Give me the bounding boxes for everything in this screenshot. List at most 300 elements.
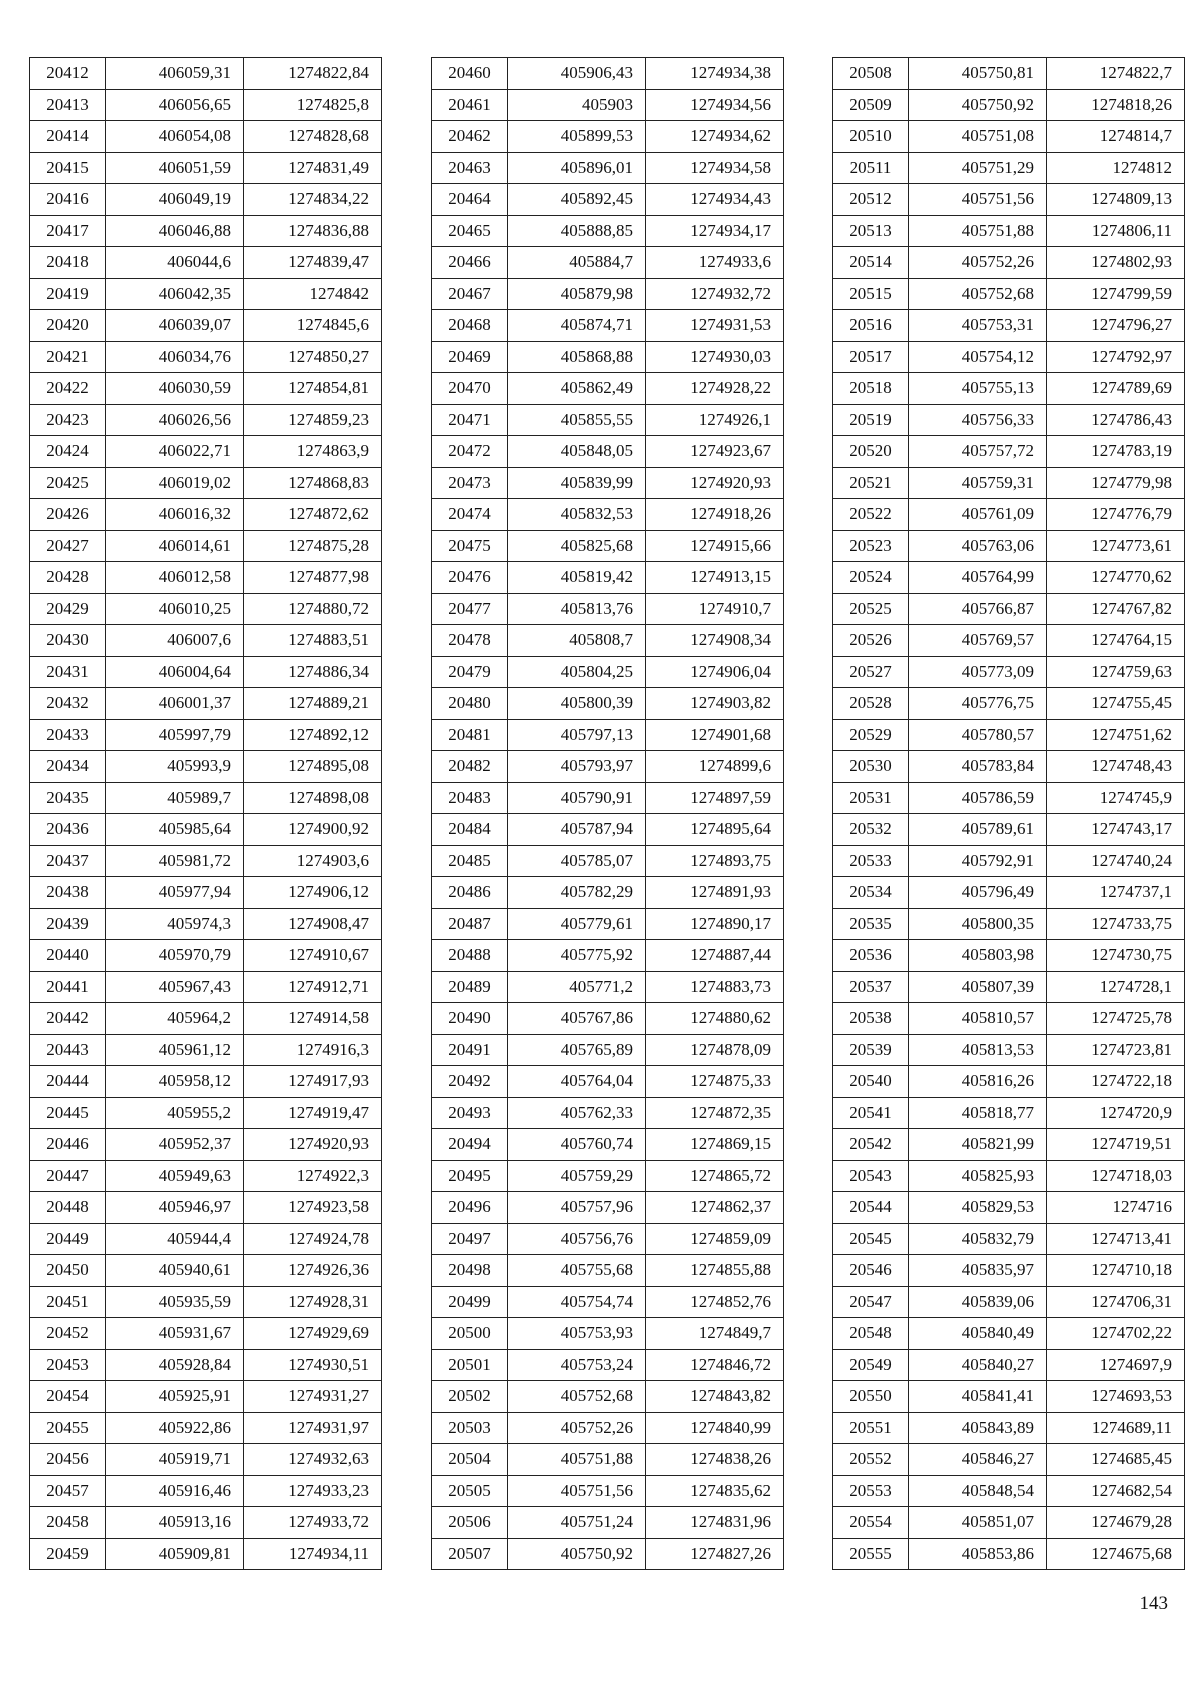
y-coordinate-cell: 1274923,58 [244,1192,382,1224]
point-id-cell: 20555 [833,1538,909,1570]
y-coordinate-cell: 1274814,7 [1047,121,1185,153]
table-row [833,562,1185,594]
x-coordinate-cell: 405813,53 [909,1034,1047,1066]
y-coordinate-cell: 1274886,34 [244,656,382,688]
y-coordinate-cell: 1274689,11 [1047,1412,1185,1444]
table-row [833,341,1185,373]
y-coordinate-cell: 1274806,11 [1047,215,1185,247]
x-coordinate-cell: 405779,61 [508,908,646,940]
x-coordinate-cell: 405868,88 [508,341,646,373]
x-coordinate-cell: 406012,58 [106,562,244,594]
table-row [30,1349,382,1381]
y-coordinate-cell: 1274755,45 [1047,688,1185,720]
y-coordinate-cell: 1274922,3 [244,1160,382,1192]
y-coordinate-cell: 1274895,08 [244,751,382,783]
y-coordinate-cell: 1274759,63 [1047,656,1185,688]
table-row [833,152,1185,184]
x-coordinate-cell: 405790,91 [508,782,646,814]
point-id-cell: 20543 [833,1160,909,1192]
table-row [833,1349,1185,1381]
point-id-cell: 20554 [833,1507,909,1539]
table-row [833,1097,1185,1129]
point-id-cell: 20427 [30,530,106,562]
y-coordinate-cell: 1274779,98 [1047,467,1185,499]
point-id-cell: 20479 [432,656,508,688]
point-id-cell: 20536 [833,940,909,972]
table-row [432,121,784,153]
point-id-cell: 20456 [30,1444,106,1476]
y-coordinate-cell: 1274934,62 [646,121,784,153]
x-coordinate-cell: 405892,45 [508,184,646,216]
point-id-cell: 20549 [833,1349,909,1381]
x-coordinate-cell: 405752,26 [909,247,1047,279]
x-coordinate-cell: 405754,12 [909,341,1047,373]
table-row [432,719,784,751]
point-id-cell: 20528 [833,688,909,720]
y-coordinate-cell: 1274924,78 [244,1223,382,1255]
y-coordinate-cell: 1274883,51 [244,625,382,657]
y-coordinate-cell: 1274751,62 [1047,719,1185,751]
table-row [30,1444,382,1476]
point-id-cell: 20538 [833,1003,909,1035]
table-row [30,184,382,216]
point-id-cell: 20510 [833,121,909,153]
y-coordinate-cell: 1274934,43 [646,184,784,216]
y-coordinate-cell: 1274786,43 [1047,404,1185,436]
point-id-cell: 20502 [432,1381,508,1413]
y-coordinate-cell: 1274855,88 [646,1255,784,1287]
y-coordinate-cell: 1274908,34 [646,625,784,657]
y-coordinate-cell: 1274916,3 [244,1034,382,1066]
point-id-cell: 20485 [432,845,508,877]
x-coordinate-cell: 406014,61 [106,530,244,562]
x-coordinate-cell: 405916,46 [106,1475,244,1507]
y-coordinate-cell: 1274869,15 [646,1129,784,1161]
point-id-cell: 20421 [30,341,106,373]
y-coordinate-cell: 1274710,18 [1047,1255,1185,1287]
x-coordinate-cell: 405752,68 [909,278,1047,310]
table-row [833,719,1185,751]
y-coordinate-cell: 1274877,98 [244,562,382,594]
table-row [30,467,382,499]
table-row [432,1507,784,1539]
x-coordinate-cell: 405753,31 [909,310,1047,342]
point-id-cell: 20443 [30,1034,106,1066]
y-coordinate-cell: 1274932,63 [244,1444,382,1476]
point-id-cell: 20423 [30,404,106,436]
x-coordinate-cell: 405762,33 [508,1097,646,1129]
point-id-cell: 20535 [833,908,909,940]
x-coordinate-cell: 405989,7 [106,782,244,814]
table-row [432,940,784,972]
y-coordinate-cell: 1274903,6 [244,845,382,877]
table-row [30,530,382,562]
x-coordinate-cell: 405848,05 [508,436,646,468]
point-id-cell: 20468 [432,310,508,342]
table-row [30,1129,382,1161]
y-coordinate-cell: 1274897,59 [646,782,784,814]
point-id-cell: 20542 [833,1129,909,1161]
x-coordinate-cell: 405961,12 [106,1034,244,1066]
y-coordinate-cell: 1274728,1 [1047,971,1185,1003]
x-coordinate-cell: 405764,04 [508,1066,646,1098]
table-row [432,215,784,247]
point-id-cell: 20461 [432,89,508,121]
table-row [432,1129,784,1161]
point-id-cell: 20413 [30,89,106,121]
y-coordinate-cell: 1274675,68 [1047,1538,1185,1570]
table-row [432,751,784,783]
table-row [432,1475,784,1507]
table-row [30,845,382,877]
point-id-cell: 20426 [30,499,106,531]
x-coordinate-cell: 405818,77 [909,1097,1047,1129]
x-coordinate-cell: 405800,39 [508,688,646,720]
table-row [833,625,1185,657]
x-coordinate-cell: 405783,84 [909,751,1047,783]
table-row [30,1192,382,1224]
table-row [30,499,382,531]
point-id-cell: 20481 [432,719,508,751]
point-id-cell: 20489 [432,971,508,1003]
table-row [833,1066,1185,1098]
point-id-cell: 20476 [432,562,508,594]
x-coordinate-cell: 405751,08 [909,121,1047,153]
y-coordinate-cell: 1274828,68 [244,121,382,153]
table-row [30,1475,382,1507]
table-row [432,184,784,216]
table-row [432,58,784,90]
x-coordinate-cell: 405843,89 [909,1412,1047,1444]
point-id-cell: 20517 [833,341,909,373]
point-id-cell: 20439 [30,908,106,940]
x-coordinate-cell: 405810,57 [909,1003,1047,1035]
table-row [432,1066,784,1098]
point-id-cell: 20492 [432,1066,508,1098]
y-coordinate-cell: 1274713,41 [1047,1223,1185,1255]
point-id-cell: 20455 [30,1412,106,1444]
table-row [432,467,784,499]
table-row [432,782,784,814]
y-coordinate-cell: 1274893,75 [646,845,784,877]
x-coordinate-cell: 405750,81 [909,58,1047,90]
y-coordinate-cell: 1274783,19 [1047,436,1185,468]
y-coordinate-cell: 1274693,53 [1047,1381,1185,1413]
y-coordinate-cell: 1274890,17 [646,908,784,940]
point-id-cell: 20438 [30,877,106,909]
x-coordinate-cell: 405761,09 [909,499,1047,531]
table-row [432,152,784,184]
table-row [30,215,382,247]
point-id-cell: 20545 [833,1223,909,1255]
point-id-cell: 20429 [30,593,106,625]
table-row [30,562,382,594]
y-coordinate-cell: 1274875,28 [244,530,382,562]
x-coordinate-cell: 405759,31 [909,467,1047,499]
point-id-cell: 20469 [432,341,508,373]
y-coordinate-cell: 1274818,26 [1047,89,1185,121]
point-id-cell: 20453 [30,1349,106,1381]
x-coordinate-cell: 405751,56 [508,1475,646,1507]
point-id-cell: 20494 [432,1129,508,1161]
table-row [30,1538,382,1570]
table-row [30,341,382,373]
y-coordinate-cell: 1274910,7 [646,593,784,625]
y-coordinate-cell: 1274933,6 [646,247,784,279]
x-coordinate-cell: 405919,71 [106,1444,244,1476]
x-coordinate-cell: 406054,08 [106,121,244,153]
table-row [432,1538,784,1570]
point-id-cell: 20546 [833,1255,909,1287]
x-coordinate-cell: 406010,25 [106,593,244,625]
x-coordinate-cell: 405981,72 [106,845,244,877]
y-coordinate-cell: 1274743,17 [1047,814,1185,846]
point-id-cell: 20553 [833,1475,909,1507]
point-id-cell: 20484 [432,814,508,846]
y-coordinate-cell: 1274846,72 [646,1349,784,1381]
x-coordinate-cell: 405970,79 [106,940,244,972]
y-coordinate-cell: 1274838,26 [646,1444,784,1476]
table-row [30,121,382,153]
point-id-cell: 20457 [30,1475,106,1507]
point-id-cell: 20448 [30,1192,106,1224]
x-coordinate-cell: 405759,29 [508,1160,646,1192]
x-coordinate-cell: 405816,26 [909,1066,1047,1098]
x-coordinate-cell: 405851,07 [909,1507,1047,1539]
x-coordinate-cell: 405752,26 [508,1412,646,1444]
point-id-cell: 20478 [432,625,508,657]
point-id-cell: 20460 [432,58,508,90]
x-coordinate-cell: 405884,7 [508,247,646,279]
x-coordinate-cell: 406044,6 [106,247,244,279]
table-row [833,1381,1185,1413]
table-row [432,877,784,909]
point-id-cell: 20550 [833,1381,909,1413]
x-coordinate-cell: 406016,32 [106,499,244,531]
y-coordinate-cell: 1274910,67 [244,940,382,972]
x-coordinate-cell: 405913,16 [106,1507,244,1539]
y-coordinate-cell: 1274792,97 [1047,341,1185,373]
y-coordinate-cell: 1274906,12 [244,877,382,909]
table-row [30,436,382,468]
x-coordinate-cell: 405821,99 [909,1129,1047,1161]
x-coordinate-cell: 405808,7 [508,625,646,657]
table-row [30,656,382,688]
point-id-cell: 20431 [30,656,106,688]
point-id-cell: 20428 [30,562,106,594]
table-row [30,310,382,342]
table-row [833,1318,1185,1350]
table-row [30,1097,382,1129]
y-coordinate-cell: 1274900,92 [244,814,382,846]
x-coordinate-cell: 405952,37 [106,1129,244,1161]
x-coordinate-cell: 405829,53 [909,1192,1047,1224]
y-coordinate-cell: 1274923,67 [646,436,784,468]
x-coordinate-cell: 406022,71 [106,436,244,468]
point-id-cell: 20531 [833,782,909,814]
y-coordinate-cell: 1274836,88 [244,215,382,247]
y-coordinate-cell: 1274697,9 [1047,1349,1185,1381]
table-row [30,814,382,846]
x-coordinate-cell: 405793,97 [508,751,646,783]
point-id-cell: 20480 [432,688,508,720]
point-id-cell: 20471 [432,404,508,436]
table-row [833,751,1185,783]
point-id-cell: 20521 [833,467,909,499]
x-coordinate-cell: 406056,65 [106,89,244,121]
y-coordinate-cell: 1274835,62 [646,1475,784,1507]
x-coordinate-cell: 405974,3 [106,908,244,940]
y-coordinate-cell: 1274933,23 [244,1475,382,1507]
table-row [30,278,382,310]
coordinate-table-3 [832,57,1185,1570]
table-row [432,593,784,625]
point-id-cell: 20467 [432,278,508,310]
x-coordinate-cell: 406004,64 [106,656,244,688]
table-row [30,152,382,184]
point-id-cell: 20445 [30,1097,106,1129]
table-row [30,58,382,90]
table-row [833,1475,1185,1507]
y-coordinate-cell: 1274776,79 [1047,499,1185,531]
table-row [833,1412,1185,1444]
table-row [833,1160,1185,1192]
x-coordinate-cell: 405879,98 [508,278,646,310]
point-id-cell: 20530 [833,751,909,783]
y-coordinate-cell: 1274903,82 [646,688,784,720]
table-row [833,877,1185,909]
table-row [30,751,382,783]
point-id-cell: 20475 [432,530,508,562]
point-id-cell: 20470 [432,373,508,405]
table-row [833,593,1185,625]
table-row [833,908,1185,940]
table-row [833,814,1185,846]
table-row [833,1129,1185,1161]
x-coordinate-cell: 405928,84 [106,1349,244,1381]
x-coordinate-cell: 405993,9 [106,751,244,783]
point-id-cell: 20444 [30,1066,106,1098]
point-id-cell: 20474 [432,499,508,531]
table-row [432,373,784,405]
table-row [833,184,1185,216]
point-id-cell: 20493 [432,1097,508,1129]
table-row [30,971,382,1003]
table-row [833,782,1185,814]
x-coordinate-cell: 405832,53 [508,499,646,531]
y-coordinate-cell: 1274845,6 [244,310,382,342]
x-coordinate-cell: 405807,39 [909,971,1047,1003]
x-coordinate-cell: 405848,54 [909,1475,1047,1507]
x-coordinate-cell: 405922,86 [106,1412,244,1444]
point-id-cell: 20459 [30,1538,106,1570]
x-coordinate-cell: 405760,74 [508,1129,646,1161]
point-id-cell: 20522 [833,499,909,531]
y-coordinate-cell: 1274891,93 [646,877,784,909]
y-coordinate-cell: 1274895,64 [646,814,784,846]
y-coordinate-cell: 1274919,47 [244,1097,382,1129]
point-id-cell: 20551 [833,1412,909,1444]
table-row [833,1507,1185,1539]
point-id-cell: 20513 [833,215,909,247]
x-coordinate-cell: 405750,92 [909,89,1047,121]
table-row [432,89,784,121]
point-id-cell: 20548 [833,1318,909,1350]
x-coordinate-cell: 405800,35 [909,908,1047,940]
y-coordinate-cell: 1274718,03 [1047,1160,1185,1192]
x-coordinate-cell: 405765,89 [508,1034,646,1066]
y-coordinate-cell: 1274834,22 [244,184,382,216]
x-coordinate-cell: 405874,71 [508,310,646,342]
x-coordinate-cell: 406046,88 [106,215,244,247]
table-row [833,373,1185,405]
y-coordinate-cell: 1274928,22 [646,373,784,405]
point-id-cell: 20466 [432,247,508,279]
table-row [833,1223,1185,1255]
y-coordinate-cell: 1274822,84 [244,58,382,90]
x-coordinate-cell: 406026,56 [106,404,244,436]
y-coordinate-cell: 1274733,75 [1047,908,1185,940]
table-row [30,877,382,909]
table-row [30,373,382,405]
table-row [432,1412,784,1444]
x-coordinate-cell: 405773,09 [909,656,1047,688]
point-id-cell: 20432 [30,688,106,720]
x-coordinate-cell: 405896,01 [508,152,646,184]
y-coordinate-cell: 1274722,18 [1047,1066,1185,1098]
x-coordinate-cell: 405909,81 [106,1538,244,1570]
y-coordinate-cell: 1274852,76 [646,1286,784,1318]
table-row [833,845,1185,877]
table-row [432,1286,784,1318]
y-coordinate-cell: 1274822,7 [1047,58,1185,90]
point-id-cell: 20503 [432,1412,508,1444]
point-id-cell: 20458 [30,1507,106,1539]
y-coordinate-cell: 1274920,93 [646,467,784,499]
y-coordinate-cell: 1274716 [1047,1192,1185,1224]
table-row [30,782,382,814]
y-coordinate-cell: 1274883,73 [646,971,784,1003]
x-coordinate-cell: 405855,55 [508,404,646,436]
point-id-cell: 20450 [30,1255,106,1287]
point-id-cell: 20498 [432,1255,508,1287]
x-coordinate-cell: 405853,86 [909,1538,1047,1570]
y-coordinate-cell: 1274850,27 [244,341,382,373]
point-id-cell: 20447 [30,1160,106,1192]
x-coordinate-cell: 406001,37 [106,688,244,720]
y-coordinate-cell: 1274934,38 [646,58,784,90]
y-coordinate-cell: 1274865,72 [646,1160,784,1192]
x-coordinate-cell: 406042,35 [106,278,244,310]
y-coordinate-cell: 1274854,81 [244,373,382,405]
table-row [432,814,784,846]
table-row [432,1349,784,1381]
x-coordinate-cell: 406051,59 [106,152,244,184]
x-coordinate-cell: 405839,06 [909,1286,1047,1318]
x-coordinate-cell: 405787,94 [508,814,646,846]
table-row [432,1034,784,1066]
x-coordinate-cell: 405757,72 [909,436,1047,468]
y-coordinate-cell: 1274843,82 [646,1381,784,1413]
point-id-cell: 20451 [30,1286,106,1318]
y-coordinate-cell: 1274730,75 [1047,940,1185,972]
x-coordinate-cell: 405796,49 [909,877,1047,909]
table-row [833,530,1185,562]
y-coordinate-cell: 1274685,45 [1047,1444,1185,1476]
x-coordinate-cell: 405776,75 [909,688,1047,720]
point-id-cell: 20533 [833,845,909,877]
x-coordinate-cell: 406019,02 [106,467,244,499]
